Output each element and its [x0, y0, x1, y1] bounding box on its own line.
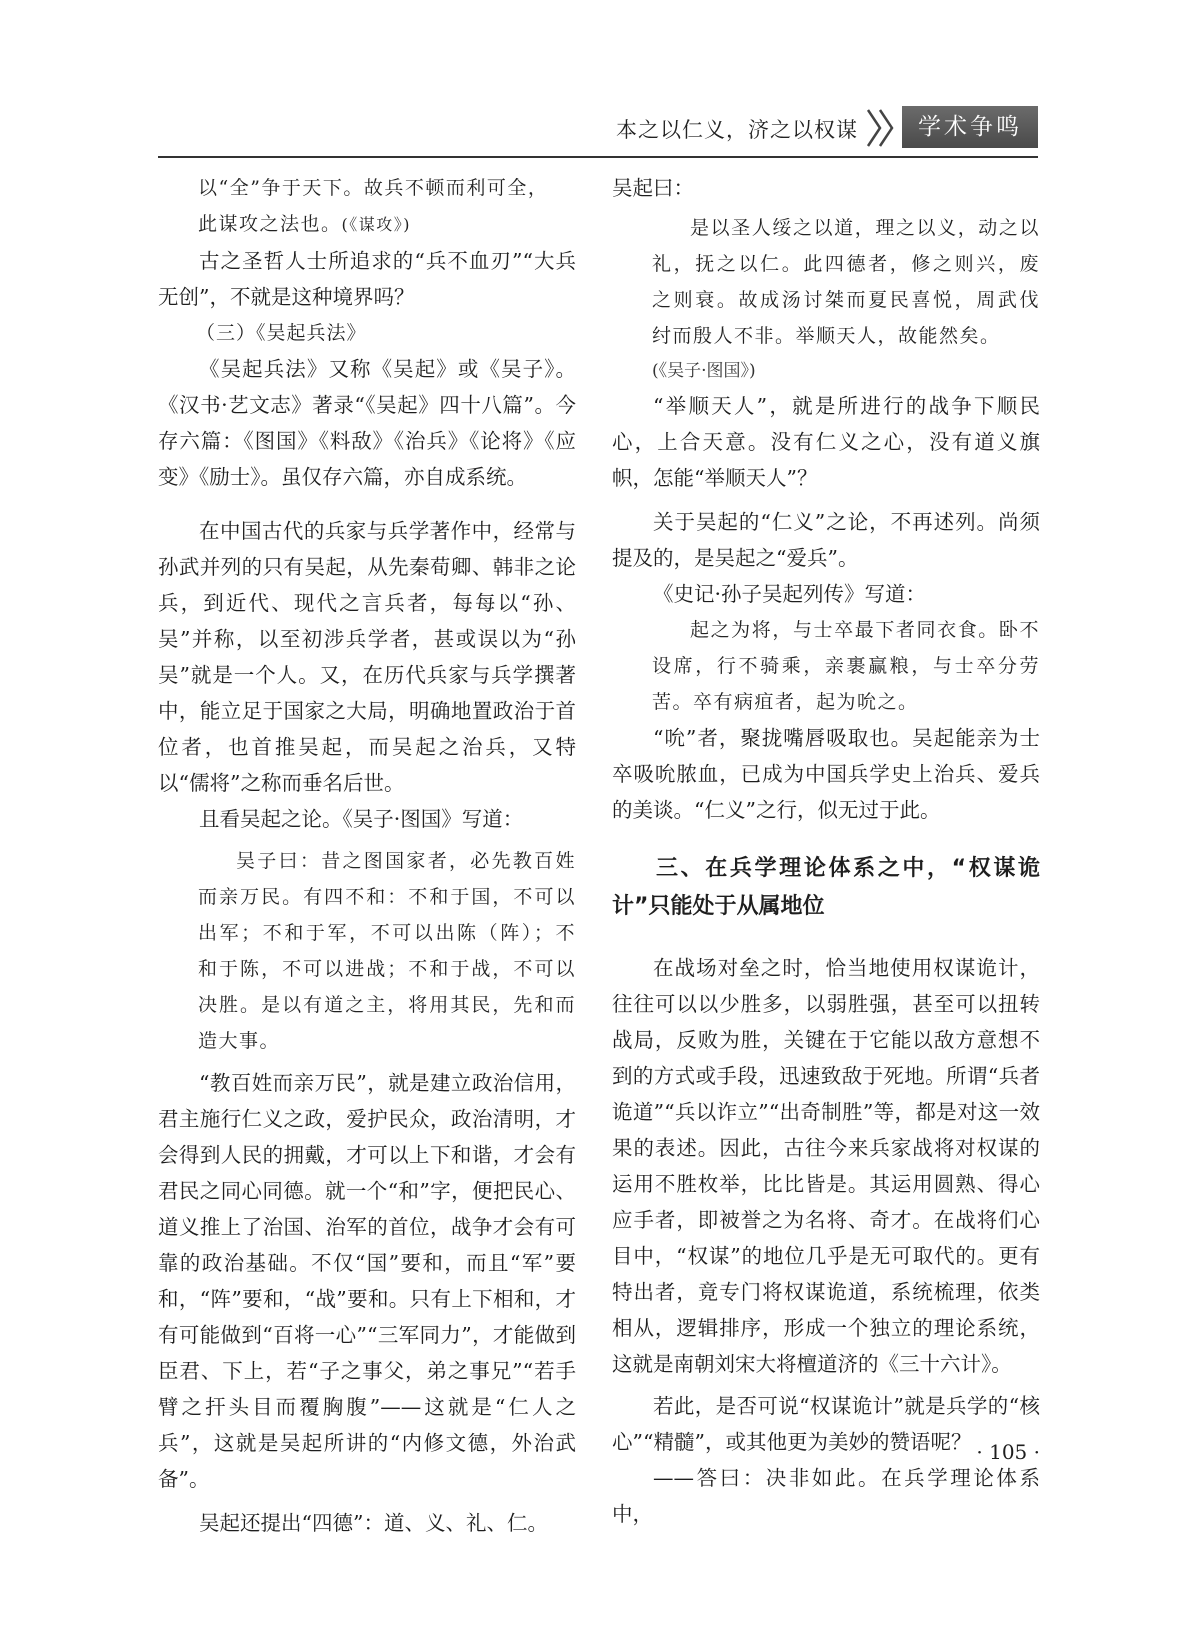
paragraph: “举顺天人”，就是所进行的战争下顺民心，上合天意。没有仁义之心，没有道义旗帜，怎能“举顺天人”？: [612, 394, 1040, 490]
section-title: 三、在兵学理论体系之中，“权谋诡计”只能处于从属地位: [612, 856, 1040, 919]
header-rule: [158, 156, 1038, 158]
paragraph: 《吴起兵法》又称《吴起》或《吴子》。《汉书·艺文志》著录“《吴起》四十八篇”。今存六篇：《图国》《料敌》《治兵》《论将》《应变》《励士》。虽仅存六篇，亦自成系统。: [158, 357, 576, 489]
quote-source: (《谋攻》): [341, 215, 412, 234]
left-column: [158, 170, 576, 1541]
paragraph: 且看吴起之论。《吴子·图国》写道：: [199, 807, 524, 831]
double-chevron-icon: [864, 108, 900, 148]
running-header: [158, 102, 1038, 158]
paragraph: 在战场对垒之时，恰当地使用权谋诡计，往往可以以少胜多，以弱胜强，甚至可以扭转战局，反败为胜，关键在于它能以敌方意想不到的方式或手段，迅速致敌于死地。所谓“兵者诡道”“兵以诈立”“出奇制胜”等，都是对这一效果的表述。因此，古往今来兵家战将对权谋的运用不胜枚举，比比皆是。其运用圆熟、得心应手者，即被誉之为名将、奇才。在战将们心目中，“权谋”的地位几乎是无可取代的。更有特出者，竟专门将权谋诡道，系统梳理，依类相从，逻辑排序，形成一个独立的理论系统，这就是南朝刘宋大将檀道济的《三十六计》。: [612, 956, 1040, 1376]
right-column: [612, 170, 1040, 1532]
paragraph: 在中国古代的兵家与兵学著作中，经常与孙武并列的只有吴起，从先秦荀卿、韩非之论兵，到近代、现代之言兵者，每每以“孙、吴”并称，以至初涉兵学者，甚或误以为“孙吴”就是一个人。又，在历代兵家与兵学撰著中，能立足于国家之大局，明确地置政治于首位者，也首推吴起，而吴起之治兵，又特以“儒将”之称而垂名后世。: [158, 519, 576, 795]
block-quote: 吴子曰：昔之图国家者，必先教百姓而亲万民。有四不和：不和于国，不可以出军；不和于军，不可以出陈（阵）；不和于陈，不可以进战；不和于战，不可以决胜。是以有道之主，将用其民，先和而造大事。: [198, 850, 576, 1052]
block-quote: 起之为将，与士卒最下者同衣食。卧不设席，行不骑乘，亲裹赢粮，与士卒分劳苦。卒有病疽者，起为吮之。: [652, 619, 1040, 713]
page-number: · 105 ·: [976, 1440, 1040, 1464]
quote-line: [158, 206, 576, 243]
quote-source: (《吴子·图国》): [652, 361, 756, 381]
paragraph: 古之圣哲人士所追求的“兵不血刃”“大兵无创”，不就是这种境界吗？: [158, 249, 576, 309]
paragraph: “教百姓而亲万民”，就是建立政治信用，君主施行仁义之政，爱护民众，政治清明，才会得到人民的拥戴，才可以上下和谐，才会有君民之同心同德。就一个“和”字，便把民心、道义推上了治国、治军的首位，战争才会有可靠的政治基础。不仅“国”要和，而且“军”要和，“阵”要和，“战”要和。只有上下相和，才有可能做到“百将一心”“三军同力”，才能做到臣君、下上，若“子之事父，弟之事兄”“若手臂之扞头目而覆胸腹”——这就是“仁人之兵”，这就是吴起所讲的“内修文德，外治武备”。: [158, 1071, 576, 1491]
quote-line: 以“全”争于天下。故兵不顿而利可全，: [198, 177, 549, 199]
paragraph: ——答曰：决非如此。在兵学理论体系中，: [612, 1466, 1040, 1526]
paragraph: 吴起曰：: [612, 176, 694, 200]
header-subtitle: 本之以仁义，济之以权谋: [616, 118, 858, 142]
paragraph: 关于吴起的“仁义”之论，不再述列。尚须提及的，是吴起之“爱兵”。: [612, 510, 1040, 570]
block-quote: 是以圣人绥之以道，理之以义，动之以礼，抚之以仁。此四德者，修之则兴，废之则衰。故成汤讨桀而夏民喜悦，周武伐纣而殷人不非。举顺天人，故能然矣。: [652, 217, 1040, 347]
quote-text: 此谋攻之法也。: [198, 213, 342, 235]
section-badge: 学术争鸣: [902, 106, 1038, 148]
subsection-heading: （三）《吴起兵法》: [196, 322, 367, 344]
paragraph: 若此，是否可说“权谋诡计”就是兵学的“核心”“精髓”，或其他更为美妙的赞语呢？: [612, 1394, 1040, 1454]
paragraph: 《史记·孙子吴起列传》写道：: [653, 582, 927, 606]
paragraph: 吴起还提出“四德”：道、义、礼、仁。: [199, 1511, 548, 1535]
paragraph: “吮”者，聚拢嘴唇吸取也。吴起能亲为士卒吸吮脓血，已成为中国兵学史上治兵、爱兵的美谈。“仁义”之行，似无过于此。: [612, 726, 1040, 822]
